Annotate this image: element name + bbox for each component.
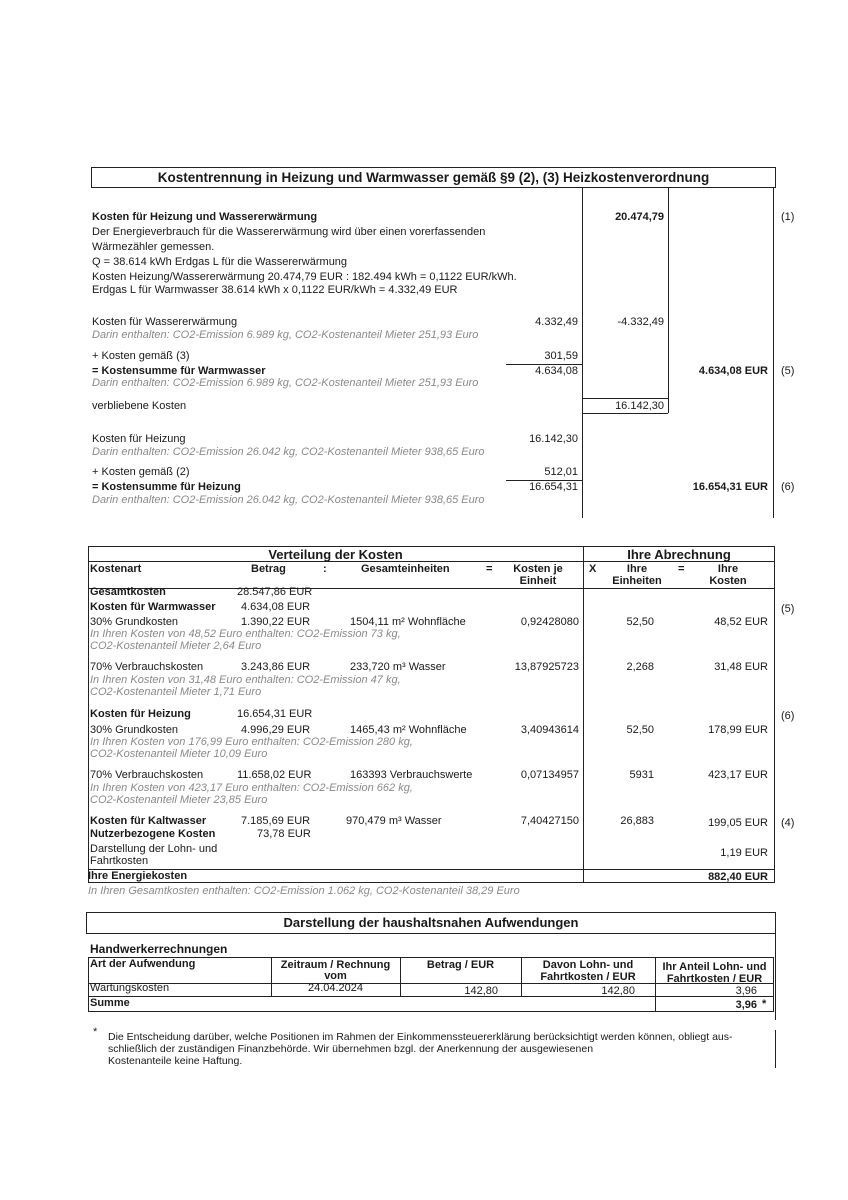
right-border [775,934,776,1020]
header-eq2: = [678,563,685,575]
td-lohn: 142,80 [601,985,635,997]
row-kosten: 178,99 EUR [708,724,768,736]
row-units: 233,720 m³ Wasser [350,661,446,673]
kw-units: 970,479 m³ Wasser [346,815,442,827]
energie-note: In Ihren Gesamtkosten enthalten: CO2-Emission 1.062 kg, CO2-Kostenanteil 38,29 Euro [88,885,520,897]
td-date: 24.04.2024 [307,982,364,994]
lohn-label: Fahrtkosten [90,855,149,867]
sum-star: * [762,998,767,1010]
nutzer-value: 73,78 EUR [257,828,311,840]
heat-note: Darin enthalten: CO2-Emission 26.042 kg, CO2-Kostenanteil Mieter 938,65 Euro [92,446,485,458]
row-per: 0,92428080 [520,616,579,628]
kw-label: Kosten für Kaltwasser [90,815,207,827]
row-note: CO2-Kostenanteil Mieter 2,64 Euro [90,640,262,652]
col-divider [773,188,774,518]
plus2-label: + Kosten gemäß (2) [92,466,190,478]
row-per: 13,87925723 [514,661,579,673]
header-divider [88,588,775,589]
kw-kosten: 199,05 EUR [708,817,768,829]
energie-label: Ihre Energiekosten [88,870,188,882]
desc-line: Wärmezähler gemessen. [92,241,215,253]
th-zeitraum: Zeitraum / Rechnung [280,959,391,971]
sumww-note: Darin enthalten: CO2-Emission 6.989 kg, CO2-Kostenanteil Mieter 251,93 Euro [92,377,479,389]
desc-line: Der Energieverbrauch für die Wassererwärmung wird über einen vorerfassenden [92,226,486,238]
sumheat-label: = Kostensumme für Heizung [92,481,241,493]
footnote-line: schließlich der zuständigen Finanzbehörde. Wir übernehmen bzgl. der Anerkennung der ausgewiesenen [108,1043,594,1055]
row-ihre: 52,50 [626,724,654,736]
ref-marker: (1) [781,211,795,223]
row-ihre: 52,50 [626,616,654,628]
sum-value: 3,96 [735,999,757,1011]
sumww-value: 4.634,08 [535,365,578,377]
heat-value: 16.142,30 [529,433,578,445]
lohn-kosten: 1,19 EUR [720,847,768,859]
right-border [775,1030,776,1068]
section2-title: Verteilung der Kosten [268,547,403,562]
ww-value: 4.332,49 [535,316,578,328]
row-note: In Ihren Kosten von 48,52 Euro enthalten: CO2-Emission 73 kg, [90,628,401,640]
th-anteil: Ihr Anteil Lohn- und [662,961,767,973]
section2-title-right: Ihre Abrechnung [627,547,731,562]
td-art: Wartungskosten [90,982,170,994]
row-note: CO2-Kostenanteil Mieter 1,71 Euro [90,686,262,698]
header-betrag: Betrag [251,563,286,575]
row-betrag: 3.243,86 EUR [241,661,311,673]
ww-label: Kosten für Warmwasser [90,601,216,613]
row-label: 70% Verbrauchskosten [90,661,204,673]
heading: Kosten für Heizung und Wassererwärmung [92,211,318,223]
header-x: X [589,563,597,575]
sumheat-value: 16.654,31 [529,481,578,493]
heat-value: 16.654,31 EUR [237,708,313,720]
row-betrag: 1.390,22 EUR [241,616,311,628]
th-lohn: Davon Lohn- und [542,959,634,971]
row-kosten: 423,17 EUR [708,769,768,781]
lohn-label: Darstellung der Lohn- und [90,843,218,855]
kw-betrag: 7.185,69 EUR [241,815,311,827]
footnote-line: Die Entscheidung darüber, welche Positionen im Rahmen der Einkommenssteuererklärung berücksichtigt werden können, obliegt aus- [108,1031,733,1043]
section3-title: Darstellung der haushaltsnahen Aufwendungen [283,915,579,930]
col-divider [583,546,584,883]
desc-line: Q = 38.614 kWh Erdgas L für die Wassererwärmung [92,256,348,268]
sumheat-note: Darin enthalten: CO2-Emission 26.042 kg, CO2-Kostenanteil Mieter 938,65 Euro [92,494,485,506]
th-art: Art der Aufwendung [90,958,196,970]
gesamt-value: 28.547,86 EUR [237,586,313,598]
sumww-label: = Kostensumme für Warmwasser [92,365,266,377]
remain-label: verbliebene Kosten [92,400,187,412]
energy-divider [88,869,775,870]
plus3-value: 301,59 [544,350,578,362]
header-einheiten: Einheiten [612,575,662,587]
remain-line [582,398,668,399]
remain-value: 16.142,30 [615,400,664,412]
row-units: 1504,11 m² Wohnfläche [350,616,466,628]
section3-subtitle: Handwerkerrechnungen [90,942,228,956]
th-zeitraum: vom [324,970,347,982]
row-betrag: 11.658,02 EUR [237,769,312,781]
row-label: 30% Grundkosten [90,616,179,628]
gesamt-label: Gesamtkosten [90,586,166,598]
ww-minus: -4.332,49 [617,316,664,328]
row-label: 70% Verbrauchskosten [90,769,204,781]
header-kosten: Kosten [709,575,747,587]
ww-note: Darin enthalten: CO2-Emission 6.989 kg, CO2-Kostenanteil Mieter 251,93 Euro [92,329,479,341]
kw-per: 7,40427150 [520,815,579,827]
td-anteil: 3,96 [735,985,757,997]
row-note: In Ihren Kosten von 31,48 Euro enthalten: CO2-Emission 47 kg, [90,674,401,686]
td-betrag: 142,80 [464,985,498,997]
footnote-line: Kostenanteile keine Haftung. [108,1055,243,1067]
row-kosten: 48,52 EUR [714,616,768,628]
heat-label: Kosten für Heizung [90,708,191,720]
header-kostenart: Kostenart [90,563,142,575]
row-label: 30% Grundkosten [90,724,179,736]
energie-value: 882,40 EUR [708,871,768,883]
col-divider [582,188,583,518]
row-kosten: 31,48 EUR [714,661,768,673]
row-ihre: 2,268 [626,661,654,673]
row-per: 3,40943614 [520,724,579,736]
sumheat-eur: 16.654,31 EUR [692,481,768,493]
header-colon: : [323,563,327,575]
row-note: In Ihren Kosten von 423,17 Euro enthalten: CO2-Emission 662 kg, [90,782,413,794]
ref-marker: (5) [781,365,795,377]
th-lohn: Fahrtkosten / EUR [540,971,636,983]
ref-marker: (6) [781,481,795,493]
col-divider [668,188,669,413]
footnote-star: * [93,1026,98,1038]
ref-marker: (5) [781,603,795,615]
header-ihre: Ihre [626,563,648,575]
remain-line [582,413,668,414]
row-note: In Ihren Kosten von 176,99 Euro enthalten: CO2-Emission 280 kg, [90,736,413,748]
section1-title: Kostentrennung in Heizung und Warmwasser gemäß §9 (2), (3) Heizkostenverordnung [157,170,710,185]
plus3-label: + Kosten gemäß (3) [92,350,190,362]
header-keinheit: Kosten je [513,563,563,575]
desc-line: Kosten Heizung/Wassererwärmung 20.474,79 EUR : 182.494 kWh = 0,1122 EUR/kWh. [92,271,517,283]
row-units: 1465,43 m² Wohnfläche [350,724,467,736]
row-units: 163393 Verbrauchswerte [350,769,473,781]
sum-label: Summe [90,997,130,1009]
row-note: CO2-Kostenanteil Mieter 10,09 Euro [90,748,268,760]
row-ihre: 5931 [629,769,654,781]
row-note: CO2-Kostenanteil Mieter 23,85 Euro [90,794,268,806]
desc-line: Erdgas L für Warmwasser 38.614 kWh x 0,1122 EUR/kWh = 4.332,49 EUR [92,284,458,296]
header-gesamt: Gesamteinheiten [361,563,450,575]
header-keinheit: Einheit [519,575,557,587]
kw-ihre: 26,883 [620,815,654,827]
row-per: 0,07134957 [520,769,579,781]
row-betrag: 4.996,29 EUR [241,724,311,736]
nutzer-label: Nutzerbezogene Kosten [90,828,216,840]
ww-value: 4.634,08 EUR [241,601,311,613]
plus2-value: 512,01 [544,466,578,478]
ww-label: Kosten für Wassererwärmung [92,316,238,328]
header-ihre: Ihre [717,563,739,575]
ref-marker: (4) [781,817,795,829]
th-anteil: Fahrtkosten / EUR [666,973,763,985]
ref-marker: (6) [781,710,795,722]
th-betrag: Betrag / EUR [426,959,495,971]
sumww-eur: 4.634,08 EUR [698,365,768,377]
total-value: 20.474,79 [615,211,664,223]
header-eq: = [486,563,493,575]
heat-label: Kosten für Heizung [92,433,186,445]
